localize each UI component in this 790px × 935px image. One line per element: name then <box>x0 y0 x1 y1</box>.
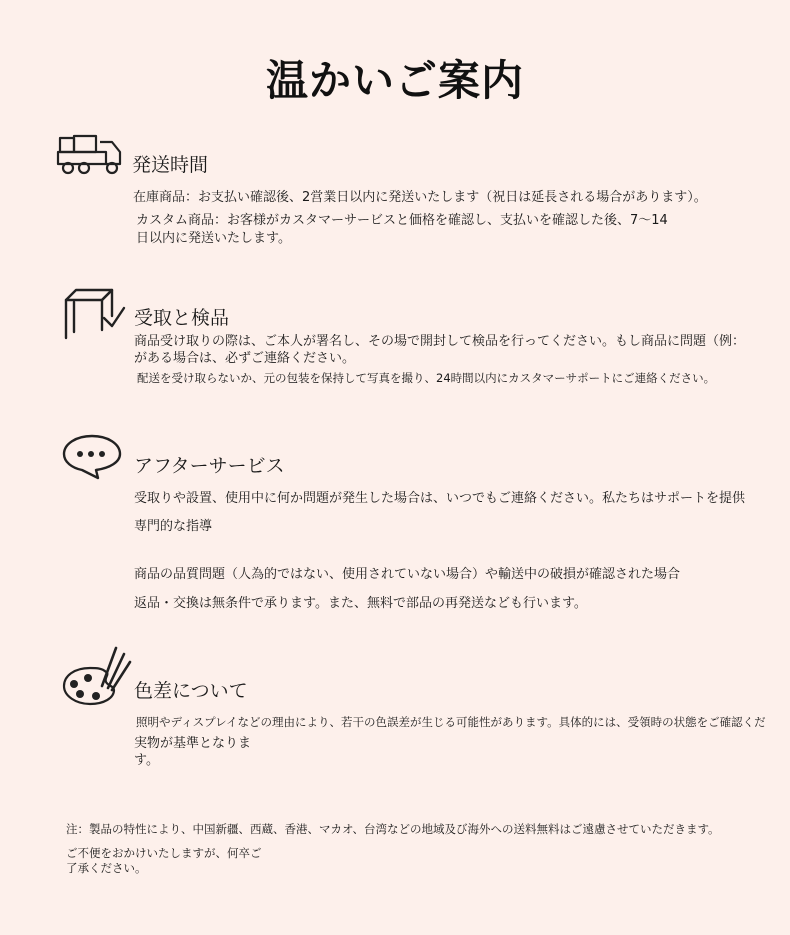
section-heading-color-difference: 色差について <box>134 680 248 702</box>
after-service-line-2: 専門的な指導 <box>134 519 213 534</box>
receipt-line-2: がある場合は、必ずご連絡ください。 <box>134 351 356 366</box>
color-difference-line-3: す。 <box>134 753 159 768</box>
receipt-line-1: 商品受け取りの際は、ご本人が署名し、その場で開封して検品を行ってください。もし商品に問題（例： <box>134 334 746 349</box>
color-difference-line-2: 実物が基準となりま <box>134 736 252 751</box>
note-line-3: 了承ください。 <box>66 861 147 875</box>
note-line-1: 注：製品の特性により、中国新疆、西蔵、香港、マカオ、台湾などの地域及び海外への送料無料はご遠慮させていただきます。 <box>66 822 720 836</box>
receipt-line-3: 配送を受け取らないか、元の包装を保持して写真を撮り、24時間以内にカスタマーサポートにご連絡ください。 <box>137 371 716 385</box>
note-line-2: ご不便をおかけいたしますが、何卒ご <box>66 846 262 860</box>
section-heading-after-service: アフターサービス <box>134 455 285 477</box>
chat-bubble-icon <box>60 432 124 482</box>
shipping-line-1: 在庫商品：お支払い確認後、2営業日以内に発送いたします（祝日は延長される場合があります）。 <box>133 190 707 205</box>
after-service-line-1: 受取りや設置、使用中に何か問題が発生した場合は、いつでもご連絡ください。私たちはサポートを提供 <box>134 491 746 506</box>
box-icon <box>60 286 126 352</box>
shipping-line-2: カスタム商品：お客様がカスタマーサービスと価格を確認し、支払いを確認した後、7〜14 <box>136 213 668 228</box>
palette-icon <box>60 642 134 708</box>
after-service-line-4: 返品・交換は無条件で承ります。また、無料で部品の再発送なども行います。 <box>134 596 587 611</box>
page-title: 温かいご案内 <box>265 56 524 105</box>
color-difference-line-1: 照明やディスプレイなどの理由により、若干の色誤差が生じる可能性があります。具体的には、受領時の状態をご確認くだ <box>136 715 766 729</box>
section-heading-receipt: 受取と検品 <box>134 307 230 329</box>
section-heading-shipping: 発送時間 <box>132 154 209 176</box>
shipping-line-3: 日以内に発送いたします。 <box>136 231 291 246</box>
truck-icon <box>56 134 128 178</box>
after-service-line-3: 商品の品質問題（人為的ではない、使用されていない場合）や輸送中の破損が確認された場合 <box>134 567 681 582</box>
